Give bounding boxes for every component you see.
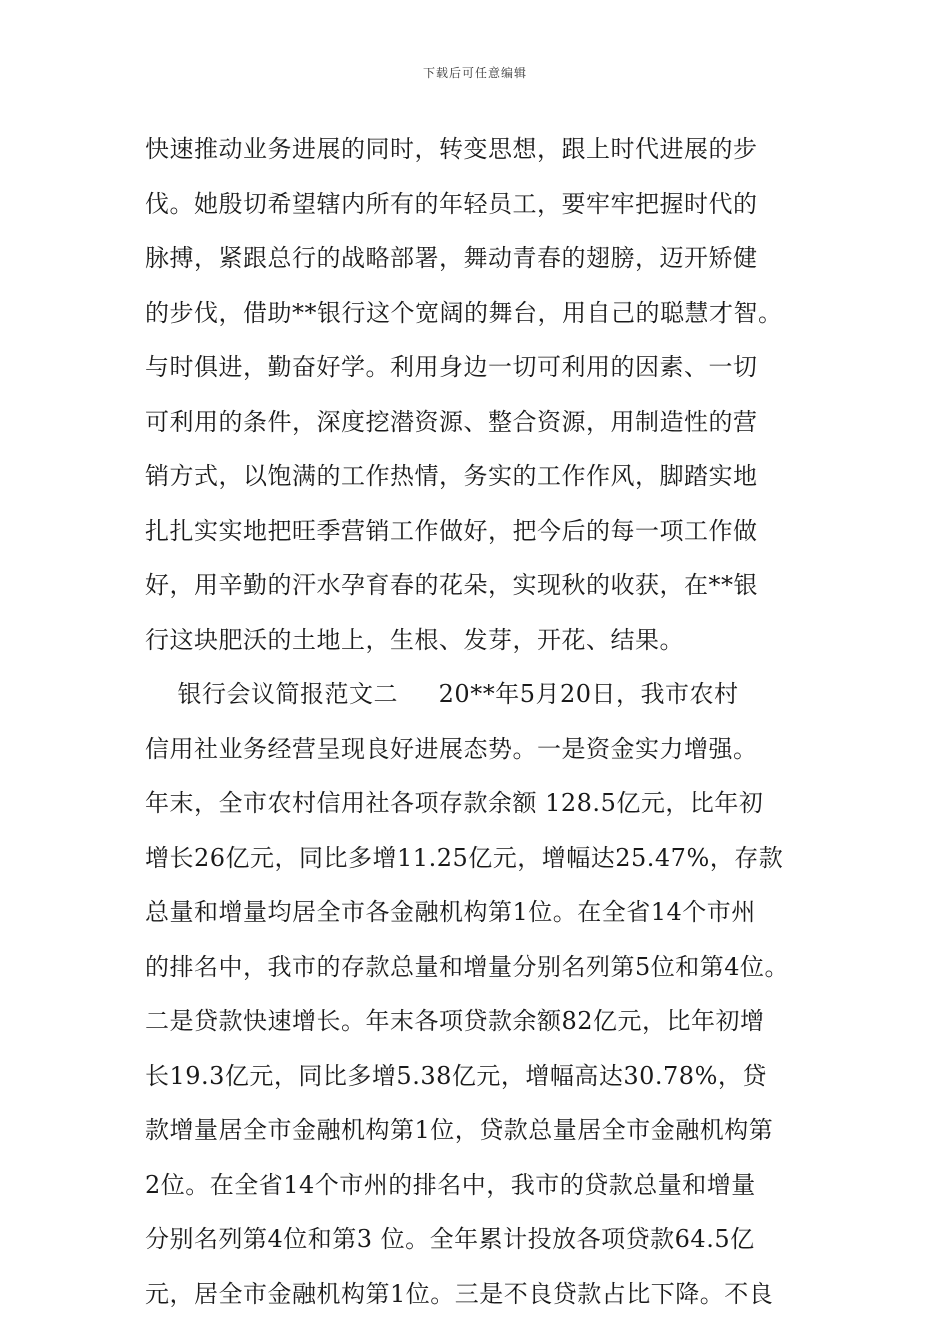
text-line: 增长26亿元，同比多增11.25亿元，增幅达25.47%，存款: [145, 843, 784, 872]
section-heading-line: 银行会议简报范文二 20**年5月20日，我市农村: [145, 680, 739, 708]
text-line: 2位。在全省14个市州的排名中，我市的贷款总量和增量: [145, 1170, 756, 1199]
text-line: 元，居全市金融机构第1位。三是不良贷款占比下降。不良: [145, 1279, 774, 1308]
text-line: 的排名中，我市的存款总量和增量分别名列第5位和第4位。: [145, 952, 790, 981]
text-line: 分别名列第4位和第3 位。全年累计投放各项贷款64.5亿: [145, 1225, 755, 1253]
text-line: 的步伐，借助**银行这个宽阔的舞台，用自己的聪慧才智。: [145, 298, 783, 327]
text-line: 行这块肥沃的土地上，生根、发芽，开花、结果。: [145, 625, 684, 654]
text-line: 好，用辛勤的汗水孕育春的花朵，实现秋的收获，在**银: [145, 571, 758, 599]
text-line: 可利用的条件，深度挖潜资源、整合资源，用制造性的营: [145, 407, 758, 436]
text-line: 脉搏，紧跟总行的战略部署，舞动青春的翅膀，迈开矫健: [145, 244, 758, 272]
text-line: 年末，全市农村信用社各项存款余额 128.5亿元，比年初: [145, 789, 764, 817]
text-line: 伐。她殷切希望辖内所有的年轻员工，要牢牢把握时代的: [145, 189, 758, 218]
page-header: 下载后可任意编辑: [422, 66, 527, 80]
text-line: 销方式，以饱满的工作热情，务实的工作作风，脚踏实地: [145, 462, 758, 490]
text-line: 长19.3亿元，同比多增5.38亿元，增幅高达30.78%，贷: [145, 1061, 767, 1090]
text-line: 与时俱进，勤奋好学。利用身边一切可利用的因素、一切: [145, 353, 758, 381]
text-line: 快速推动业务进展的同时，转变思想，跟上时代进展的步: [145, 135, 758, 163]
text-line: 二是贷款快速增长。年末各项贷款余额82亿元，比年初增: [145, 1007, 765, 1035]
text-line: 款增量居全市金融机构第1位，贷款总量居全市金融机构第: [145, 1116, 774, 1144]
text-line: 信用社业务经营呈现良好进展态势。一是资金实力增强。: [145, 734, 758, 763]
text-line: 总量和增量均居全市各金融机构第1位。在全省14个市州: [145, 898, 756, 926]
document-body: [145, 122, 810, 1321]
text-line: 扎扎实实地把旺季营销工作做好，把今后的每一项工作做: [145, 516, 758, 545]
